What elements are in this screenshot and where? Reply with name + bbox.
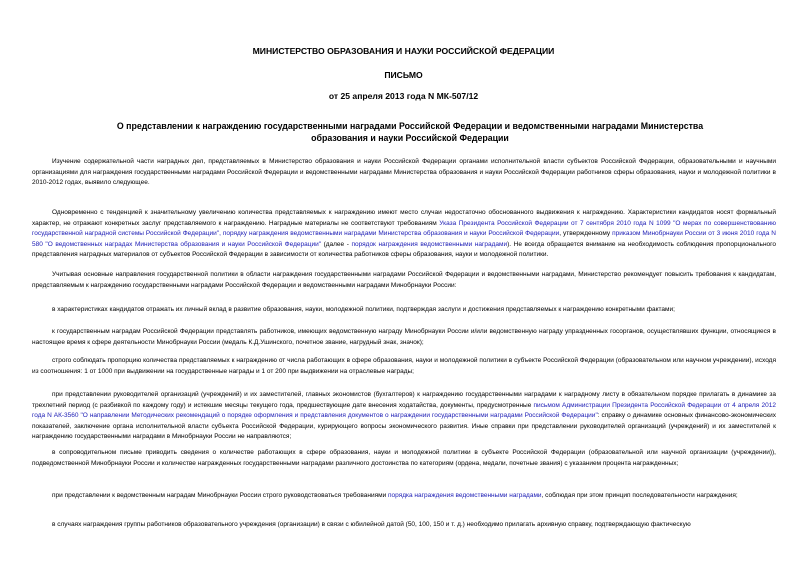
link-prikaz-580[interactable]: приказом Минобрнауки России от 3 июня 2010 года N 580 "О ведомственных наградах Министерства образования и науки Российской Федерации" <box>32 230 776 248</box>
document-title: О представлении к награждению государственными наградами Российской Федерации и ведомственными наградами Министерства образования и науки Российской Федерации <box>116 121 704 143</box>
document-type: ПИСЬМО <box>384 70 423 80</box>
paragraph-9 <box>32 491 776 502</box>
text: (далее - <box>321 240 352 248</box>
text: Одновременно с тенденцией к значительному увеличению количества представляемых к награждению имеют место случаи недостаточно обоснованного выдвижения к награждению. Характеристики кандидатов носят формальный характер, не отражают конкретных заслуг представляемого к награждению. Наградные материалы не соответствуют требованиям <box>32 209 776 227</box>
text: , соблюдая при этом принцип последовательности награждения; <box>541 492 738 499</box>
link-letter-ak-3560[interactable]: письмом Администрации Президента Российской Федерации от 4 апреля 2012 года N АК-3560 "О направлении Методических рекомендаций о порядке оформления и представления документов о награждении государственными наградами Российской Федерации" <box>32 401 776 419</box>
text: при представлении руководителей организаций (учреждений) и их заместителей, главных экономистов (бухгалтеров) к награждению государственными наградами к наградному листу в обязательном порядке прилагать в динамике за трехлетний период (с разбивкой по каждому году) и истекшие месяцы текущего года, предшествующие дате внесения ходатайства, документы, предусмотренные <box>32 391 776 409</box>
link-award-procedure[interactable]: порядок награждения ведомственными наградами <box>351 240 508 248</box>
paragraph-10: в случаях награждения группы работников образовательного учреждения (организации) в связи с юбилейной датой (50, 100, 150 и т. д.) необходимо прилагать архивную справку, подтверждающую фактическую <box>52 521 691 528</box>
paragraph-7 <box>32 390 776 443</box>
paragraph-5: к государственным наградам Российской Федерации представлять работников, имеющих ведомственную награду Минобрнауки России и/или ведомственную награду упраздненных госорганов, осуществлявших функции, относящиеся в настоящее время к сфере деятельности Минобрнауки России (медаль К.Д.Ушинского, почетное звание, нагрудный знак, значок); <box>32 328 776 346</box>
text: при представлении к ведомственным наградам Минобрнауки России строго руководствоваться требованиями <box>52 492 389 499</box>
paragraph-3: Учитывая основные направления государственной политики в области награждения государственными наградами Российской Федерации и ведомственными наградами, Министерство рекомендует повысить требования к кандидатам, представляемым к награждению государственными наградами Российской Федерации и ведомственными наградами Минобрнауки России: <box>32 271 776 289</box>
text: , утвержденному <box>559 230 613 237</box>
paragraph-6: строго соблюдать пропорцию количества представляемых к награждению от числа работающих в сфере образования, науки и молодежной политики в субъекте Российской Федерации (образовательном или научном учреждении), исходя из соотношения: 1 от 1000 при выдвижении на государственные награды и 1 от 200 при выдвижении на отраслевые награды; <box>32 357 776 375</box>
paragraph-2 <box>32 208 776 261</box>
paragraph-8: в сопроводительном письме приводить сведения о количестве работающих в сфере образования, науки и молодежной политики в субъекте Российской Федерации (образовательной или научной организации (учреждении)), подведомственной Минобрнауки России и количестве награжденных государственными наградами различного достоинства по категориям (ордена, медали, почетные звания) с указанием процента награжденных; <box>32 449 776 467</box>
paragraph-1: Изучение содержательной части наградных дел, представляемых в Министерство образования и науки Российской Федерации органами исполнительной власти субъектов Российской Федерации, образовательными и научными организациями для награждения государственными наградами Российской Федерации и ведомственными наградами Министерства образования и науки Российской Федерации работников сферы образования, науки и молодежной политики в 2010-2012 годах, выявило следующее. <box>32 158 776 186</box>
ministry-heading: МИНИСТЕРСТВО ОБРАЗОВАНИЯ И НАУКИ РОССИЙСКОЙ ФЕДЕРАЦИИ <box>252 46 555 56</box>
text: : справку о динамике основных финансово-экономических показателей, заключение органа исполнительной власти субъекта Российской Федерации, курирующего вопросы экономического развития. Иные справки при представлении руководителей организаций (учреждений) и их заместителей к награждению государственными наградами в Минобрнауки России не направляются; <box>32 412 776 440</box>
paragraph-4: в характеристиках кандидатов отражать их личный вклад в развитие образования, науки, молодежной политики, подтверждая заслуги и достижения представляемых к награждению конкретными фактами; <box>52 306 675 313</box>
link-ukaz-1099[interactable]: Указа Президента Российской Федерации от 7 сентября 2010 года N 1099 "О мерах по совершенствованию государственной наградной системы Российской Федерации", порядку награждения ведомственными наградами Министерства образования и науки Российской Федерации <box>32 219 776 237</box>
link-award-procedure-2[interactable]: порядка награждения ведомственными наградами <box>388 492 542 499</box>
text: ). Не всегда обращается внимание на необходимость соблюдения пропорционального представления наградных материалов от субъектов Российской Федерации в зависимости от количества работников сферы образования, науки и молодежной политики. <box>32 240 776 258</box>
document-date-number: от 25 апреля 2013 года N МК-507/12 <box>328 91 479 101</box>
